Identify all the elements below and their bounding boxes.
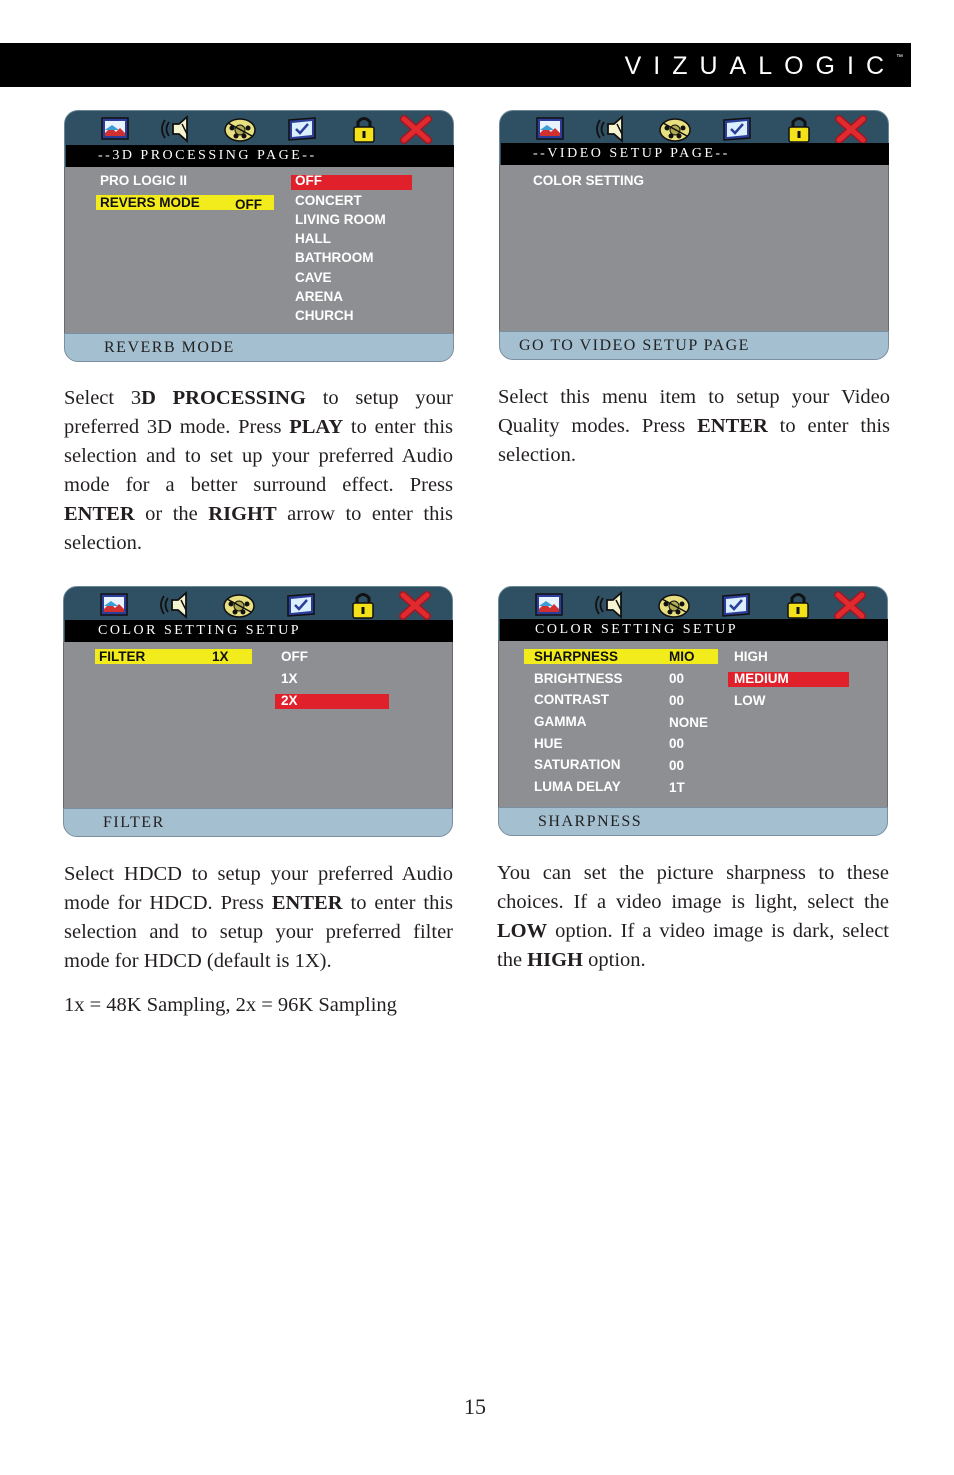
exit-x-icon [834,114,868,144]
picture-icon [534,114,568,144]
osd-icon-bar [534,114,874,144]
menu-item-brightness[interactable]: BRIGHTNESS [534,671,623,686]
page-number: 15 [464,1394,486,1419]
instruction-sharpness: You can set the picture sharpness to these choices. If a video image is light, select the LOW option. If a video image is dark, select the HIGH option. [497,862,889,971]
header-bar [0,43,911,87]
osd-status-bar: REVERB MODE [64,333,454,362]
instruction-hdcd-filter: Select HDCD to setup your preferred Audio mode for HDCD. Press ENTER to enter this selection and to setup your preferred filter mode for HDCD (default is 1X). [64,863,453,972]
film-reel-icon [658,114,692,144]
option-1x[interactable]: 1X [281,671,298,686]
osd-menu-body [63,642,453,809]
menu-item-contrast[interactable]: CONTRAST [534,692,609,707]
option-bathroom[interactable]: BATHROOM [295,250,374,265]
film-reel-icon [223,114,257,144]
speaker-icon [160,590,194,620]
option-concert[interactable]: CONCERT [295,193,362,208]
padlock-icon [346,590,380,620]
option-off[interactable]: OFF [281,649,308,664]
value-gamma: NONE [669,715,709,730]
menu-item-sharpness[interactable]: SHARPNESS [534,649,619,664]
osd-panel-filter [63,586,453,838]
instruction-video-setup: Select this menu item to setup your Video Quality modes. Press ENTER to enter this selection. [498,386,890,466]
osd-panel-3d-processing [64,110,454,362]
exit-x-icon [399,114,433,144]
menu-item-color-setting[interactable]: COLOR SETTING [533,173,644,188]
picture-icon [98,590,132,620]
padlock-icon [781,590,815,620]
osd-menu-body [64,167,454,334]
option-off[interactable]: OFF [295,173,322,188]
exit-x-icon [398,590,432,620]
padlock-icon [347,114,381,144]
option-medium[interactable]: MEDIUM [734,671,789,686]
film-reel-icon [222,590,256,620]
osd-panel-video-setup [499,110,889,362]
menu-item-revers-mode[interactable]: REVERS MODE [100,195,200,210]
value-brightness: 00 [669,671,685,686]
monitor-check-icon [720,114,754,144]
speaker-icon [595,590,629,620]
osd-menu-body [498,641,888,809]
osd-icon-bar [99,114,439,144]
padlock-icon [782,114,816,144]
osd-status-bar: FILTER [63,808,453,837]
menu-item-pro-logic[interactable]: PRO LOGIC II [100,173,188,188]
option-cave[interactable]: CAVE [295,270,332,285]
menu-item-value: OFF [235,197,262,212]
menu-item-saturation[interactable]: SATURATION [534,757,621,772]
menu-item-luma-delay[interactable]: LUMA DELAY [534,779,621,794]
instruction-3d-processing: Select 3D PROCESSING to setup your preferred 3D mode. Press PLAY to enter this selection and to set up your preferred Audio mode for a better surround effect. Press ENTER or the RIGHT arrow to enter this selection. [64,387,453,554]
osd-menu-body [499,165,889,333]
monitor-check-icon [284,590,318,620]
option-hall[interactable]: HALL [295,231,331,246]
option-high[interactable]: HIGH [734,649,768,664]
osd-status-bar: SHARPNESS [498,807,888,836]
value-hue: 00 [669,736,685,751]
speaker-icon [596,114,630,144]
exit-x-icon [833,590,867,620]
speaker-icon [161,114,195,144]
menu-item-filter[interactable]: FILTER [99,649,146,664]
option-arena[interactable]: ARENA [295,289,344,304]
option-church[interactable]: CHURCH [295,308,354,323]
osd-icon-bar [98,590,438,620]
osd-panel-sharpness [498,586,888,838]
option-low[interactable]: LOW [734,693,766,708]
brand-logo: VIZUALOGIC™ [624,52,903,80]
monitor-check-icon [285,114,319,144]
option-2x[interactable]: 2X [281,693,298,708]
osd-page-title: --VIDEO SETUP PAGE-- [501,143,889,165]
menu-item-gamma[interactable]: GAMMA [534,714,587,729]
osd-page-title: --3D PROCESSING PAGE-- [66,145,454,167]
option-living-room[interactable]: LIVING ROOM [295,212,386,227]
picture-icon [99,114,133,144]
monitor-check-icon [719,590,753,620]
value-saturation: 00 [669,758,685,773]
sampling-note: 1x = 48K Sampling, 2x = 96K Sampling [64,994,397,1016]
osd-page-title: COLOR SETTING SETUP [65,620,453,642]
osd-icon-bar [533,590,873,620]
value-sharpness: MIO [669,649,695,664]
osd-page-title: COLOR SETTING SETUP [500,619,888,641]
picture-icon [533,590,567,620]
menu-item-hue[interactable]: HUE [534,736,563,751]
osd-status-bar: GO TO VIDEO SETUP PAGE [499,331,889,360]
menu-item-value: 1X [212,649,229,664]
value-luma-delay: 1T [669,780,685,795]
film-reel-icon [657,590,691,620]
value-contrast: 00 [669,693,685,708]
